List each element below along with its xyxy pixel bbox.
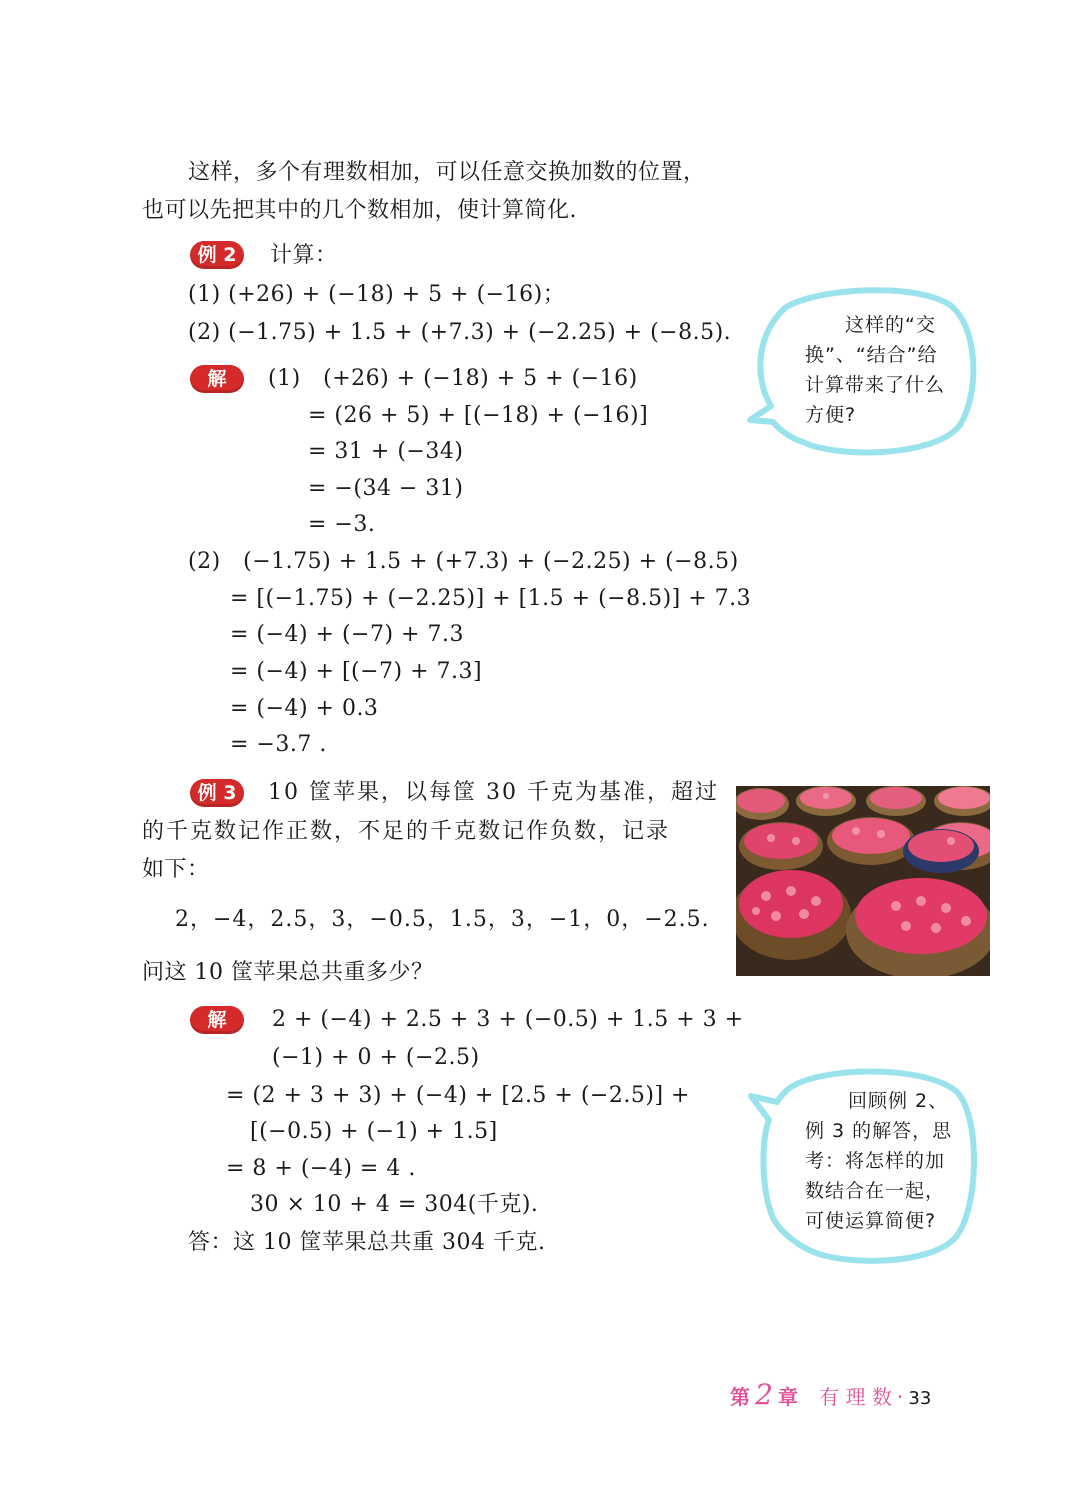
solution-2-step-1: = [(−1.75) + (−2.25)] + [1.5 + (−8.5)] + 7.3 [230, 586, 752, 611]
bubble-2-line-1: 回顾例 2、 [848, 1090, 949, 1112]
intro-line-1: 这样，多个有理数相加，可以任意交换加数的位置， [188, 160, 706, 185]
example-3-badge: 例 3 [190, 779, 244, 807]
chapter-prefix: 第 [730, 1385, 750, 1409]
solution-1-step-2: = 31 + (−34) [308, 439, 464, 464]
thought-bubble-2 [745, 1060, 985, 1270]
solution-3-answer: 答：这 10 筐苹果总共重 304 千克. [188, 1230, 546, 1255]
chapter-number: 2 [755, 1378, 773, 1411]
page-number: 33 [908, 1388, 932, 1409]
bubble-2-line-5: 可使运算简便? [805, 1210, 937, 1232]
solution-1-step-1: = (26 + 5) + [(−18) + (−16)] [308, 403, 649, 428]
solution-badge-1: 解 [190, 365, 244, 393]
chapter-title: 有 理 数 [819, 1385, 892, 1409]
bubble-2-line-2: 例 3 的解答，思 [805, 1120, 953, 1142]
solution-3-step-5: 30 × 10 + 4 = 304(千克). [250, 1192, 539, 1217]
solution-2-step-2: = (−4) + (−7) + 7.3 [230, 622, 464, 647]
solution-badge-3: 解 [190, 1006, 244, 1034]
bubble-1-line-2: 换”、“结合”给 [805, 344, 938, 366]
solution-1-step-4: = −3. [308, 512, 376, 537]
solution-3-step-0: 2 + (−4) + 2.5 + 3 + (−0.5) + 1.5 + 3 + [272, 1007, 744, 1032]
bubble-1-line-1: 这样的“交 [845, 314, 936, 336]
solution-2-step-0: (2) (−1.75) + 1.5 + (+7.3) + (−2.25) + (−8.5) [188, 549, 739, 574]
solution-3-step-1: (−1) + 0 + (−2.5) [272, 1045, 480, 1070]
solution-2-step-3: = (−4) + [(−7) + 7.3] [230, 659, 483, 684]
example-2-problem-2: (2) (−1.75) + 1.5 + (+7.3) + (−2.25) + (−8.5). [188, 320, 732, 345]
example-3-question: 问这 10 筐苹果总共重多少？ [142, 960, 434, 985]
example-3-line-2: 的千克数记作正数，不足的千克数记作负数，记录 [142, 819, 671, 844]
bubble-2-line-3: 考：将怎样的加 [805, 1150, 946, 1172]
solution-2-step-5: = −3.7 . [230, 732, 327, 757]
example-2-problem-1: (1) (+26) + (−18) + 5 + (−16)； [188, 282, 566, 307]
solution-3-step-4: = 8 + (−4) = 4 . [226, 1156, 416, 1181]
thought-bubble-1 [745, 280, 985, 460]
solution-3-step-2: = (2 + 3 + 3) + (−4) + [2.5 + (−2.5)] + [226, 1083, 690, 1108]
solution-2-step-4: = (−4) + 0.3 [230, 696, 379, 721]
bubble-1-line-3: 计算带来了什么 [805, 374, 946, 396]
example-3-data: 2，−4，2.5，3，−0.5，1.5，3，−1，0，−2.5. [175, 907, 710, 932]
example-2-prompt: 计算： [270, 243, 338, 268]
apple-baskets-photo [736, 786, 990, 976]
example-3-line-3: 如下： [142, 857, 210, 882]
solution-1-step-3: = −(34 − 31) [308, 476, 464, 501]
example-2-badge: 例 2 [190, 241, 244, 269]
apple-baskets-illustration [736, 786, 990, 976]
page-footer [730, 1378, 931, 1411]
bubble-1-line-4: 方便? [805, 404, 857, 426]
bubble-2-line-4: 数结合在一起， [805, 1180, 946, 1202]
chapter-suffix: 章 [778, 1385, 799, 1409]
solution-3-step-3: [(−0.5) + (−1) + 1.5] [250, 1119, 498, 1144]
intro-line-2: 也可以先把其中的几个数相加，使计算简化. [142, 198, 577, 223]
solution-1-step-0: (1) (+26) + (−18) + 5 + (−16) [268, 366, 638, 391]
example-3-line-1: 10 筐苹果，以每筐 30 千克为基准，超过 [268, 780, 719, 805]
footer-dot: · [896, 1385, 904, 1409]
